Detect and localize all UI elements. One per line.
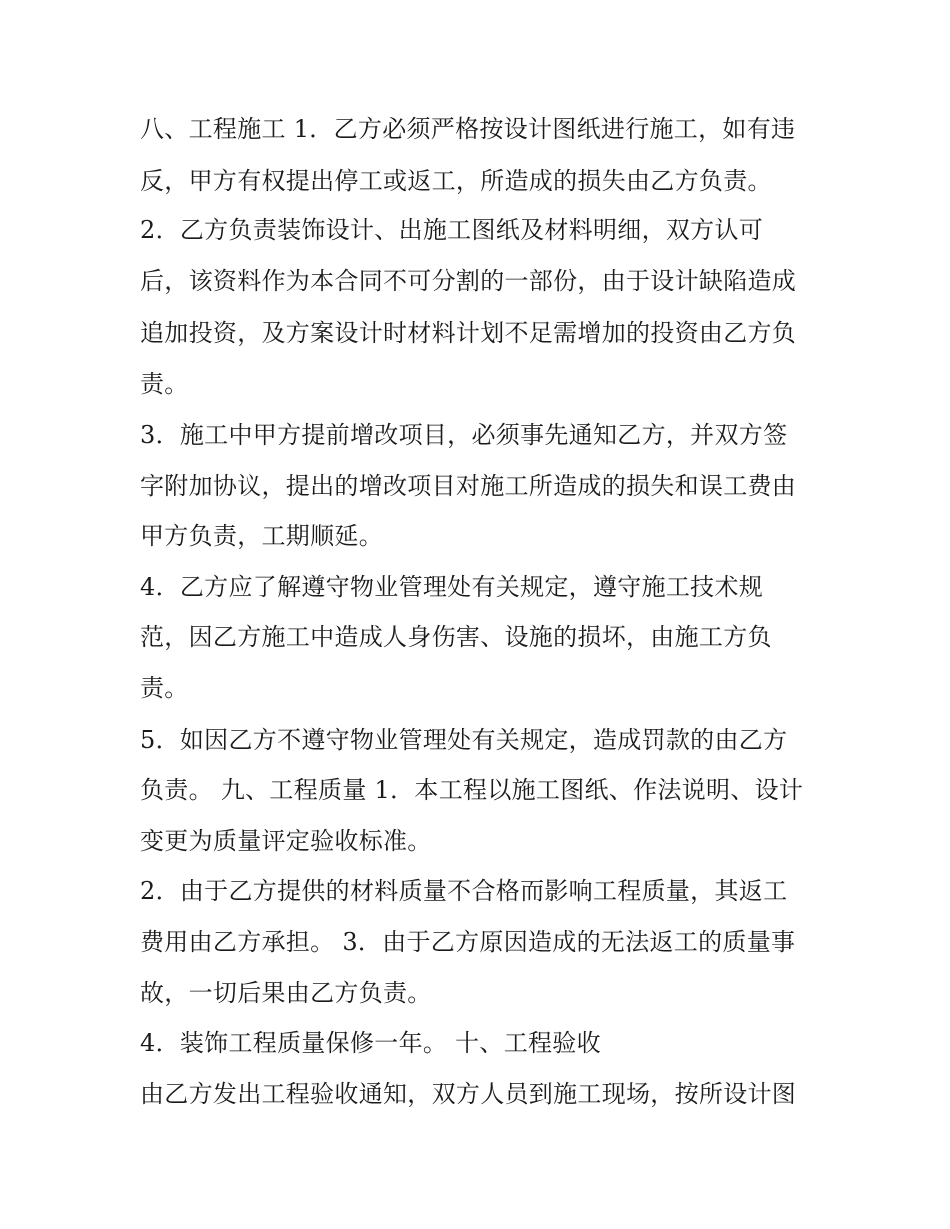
text-line: 负责。 九、工程质量 1．本工程以施工图纸、作法说明、设计 bbox=[140, 776, 804, 804]
text-line: 3．施工中甲方提前增改项目，必须事先通知乙方，并双方签 bbox=[140, 421, 788, 449]
text-line: 5．如因乙方不遵守物业管理处有关规定，造成罚款的由乙方 bbox=[140, 726, 788, 754]
text-line: 八、工程施工 1．乙方必须严格按设计图纸进行施工，如有违 bbox=[140, 115, 796, 143]
text-line: 2．乙方负责装饰设计、出施工图纸及材料明细，双方认可 bbox=[140, 216, 764, 244]
text-line: 费用由乙方承担。 3．由于乙方原因造成的无法返工的质量事 bbox=[140, 928, 796, 956]
text-line: 追加投资，及方案设计时材料计划不足需增加的投资由乙方负 bbox=[140, 319, 797, 347]
text-line: 4．乙方应了解遵守物业管理处有关规定，遵守施工技术规 bbox=[140, 573, 764, 601]
text-line: 责。 bbox=[140, 370, 189, 398]
text-line: 反，甲方有权提出停工或返工，所造成的损失由乙方负责。 bbox=[140, 167, 772, 195]
text-line: 后，该资料作为本合同不可分割的一部份，由于设计缺陷造成 bbox=[140, 267, 797, 295]
text-line: 2．由于乙方提供的材料质量不合格而影响工程质量，其返工 bbox=[140, 877, 788, 905]
text-line: 4．装饰工程质量保修一年。 十、工程验收 bbox=[140, 1029, 601, 1057]
text-line: 由乙方发出工程验收通知，双方人员到施工现场，按所设计图 bbox=[140, 1080, 797, 1108]
text-line: 甲方负责，工期顺延。 bbox=[140, 522, 383, 550]
text-line: 变更为质量评定验收标准。 bbox=[140, 827, 432, 855]
text-line: 范，因乙方施工中造成人身伤害、设施的损坏，由施工方负 bbox=[140, 623, 772, 651]
text-line: 责。 bbox=[140, 674, 189, 702]
text-line: 字附加协议，提出的增改项目对施工所造成的损失和误工费由 bbox=[140, 472, 797, 500]
text-line: 故，一切后果由乙方负责。 bbox=[140, 979, 432, 1007]
